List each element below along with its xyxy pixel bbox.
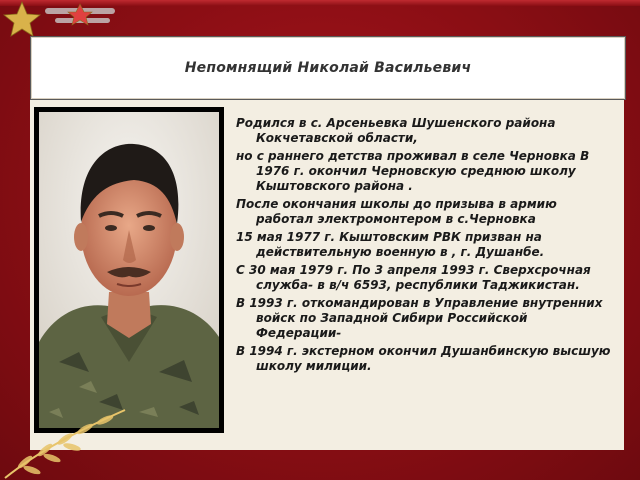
portrait-photo-icon <box>39 112 219 428</box>
order-star-emblem-icon <box>0 0 120 40</box>
bio-paragraph: но с раннего детства проживал в селе Черновка В 1976 г. окончил Черновскую среднюю школу Кыштовского района . <box>236 149 590 193</box>
photo-frame <box>34 107 224 433</box>
title-box <box>30 36 626 100</box>
bio-paragraph: 15 мая 1977 г. Кыштовским РВК призван на действительную военную в , г. Душанбе. <box>236 230 545 259</box>
bio-paragraph: В 1993 г. откомандирован в Управление внутренних войск по Западной Сибири Российской Федерации- <box>236 296 603 340</box>
bio-paragraph: С 30 мая 1979 г. По 3 апреля 1993 г. Сверхсрочная служба- в в/ч 6593, республики Таджикистан. <box>236 263 591 292</box>
bio-paragraph: После окончания школы до призыва в армию работал электромонтером в с.Черновка <box>236 197 557 226</box>
bio-paragraph: В 1994 г. экстерном окончил Душанбинскую высшую школу милиции. <box>236 344 611 373</box>
laurel-branch-icon <box>0 390 130 480</box>
bio-paragraph: Родился в с. Арсеньевка Шушенского района Кокчетавской области, <box>236 116 556 145</box>
portrait-photo <box>39 112 219 428</box>
biography <box>236 116 616 377</box>
page-title: Непомнящий Николай Васильевич <box>184 60 472 76</box>
